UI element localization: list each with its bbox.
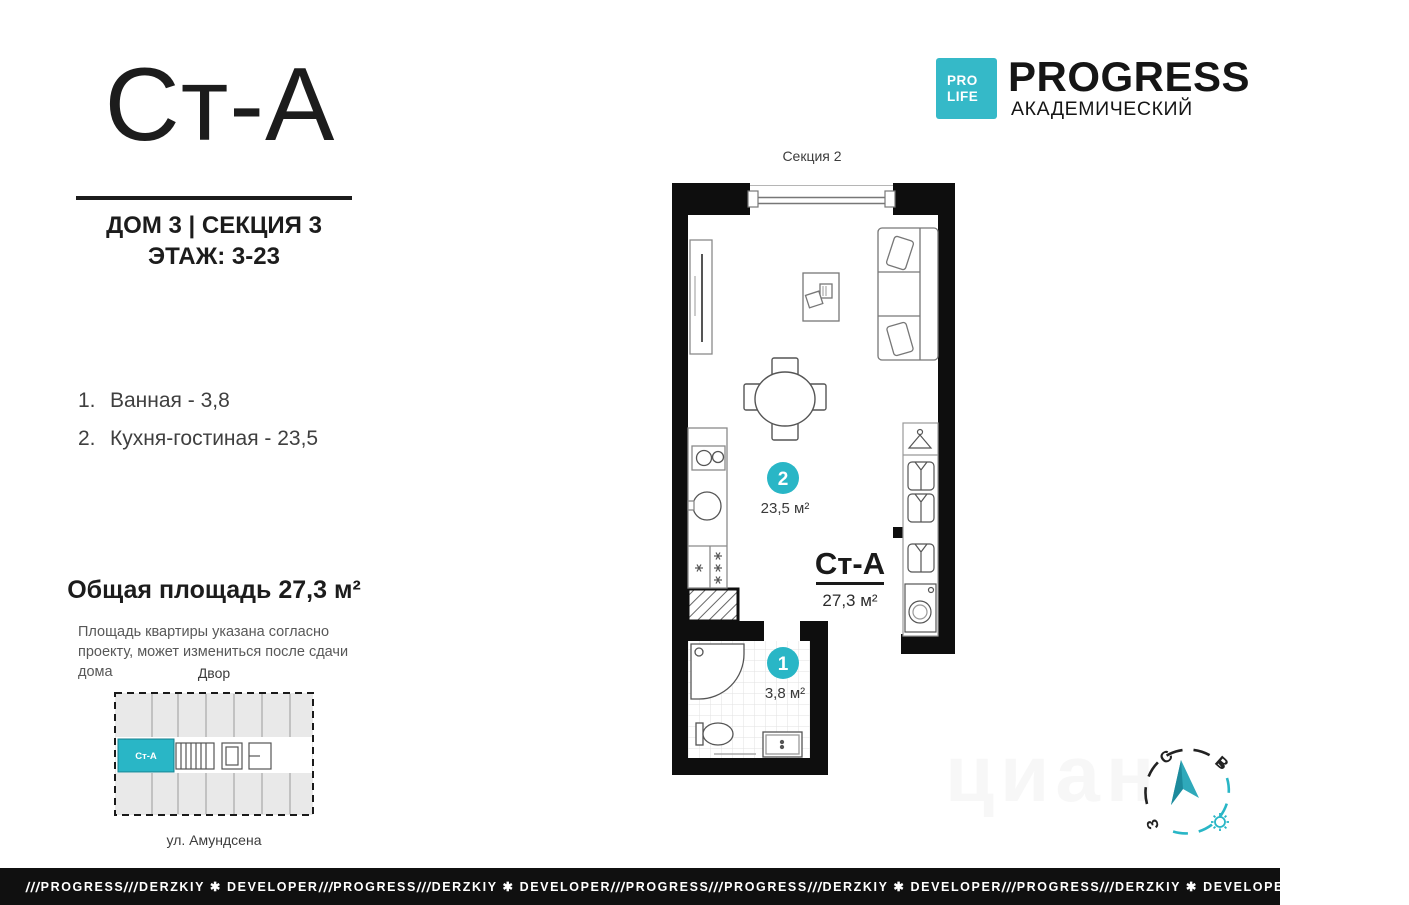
floor-range-line: ЭТАЖ: 3-23 bbox=[148, 243, 280, 270]
tv-cabinet bbox=[690, 240, 712, 354]
footer-bar bbox=[0, 868, 1409, 905]
dining-table bbox=[744, 358, 826, 440]
footer-separator: /// bbox=[1099, 878, 1117, 895]
unit-label: Ст-А bbox=[814, 546, 886, 581]
footer-brand: DERZKIY ✱ DEVELOPER bbox=[431, 880, 612, 894]
room-1-number: 1 bbox=[777, 654, 789, 675]
unit-area: 27,3 м² bbox=[822, 591, 878, 610]
kitchen-counter bbox=[688, 428, 727, 588]
miniplan-drawing bbox=[112, 688, 316, 820]
footer-brand: PROGRESS bbox=[625, 879, 710, 894]
room-label: Ванная - 3,8 bbox=[110, 389, 230, 412]
footer-separator: /// bbox=[24, 878, 42, 895]
shaft-hatch bbox=[688, 589, 738, 621]
compass-north-label: С bbox=[1156, 747, 1177, 768]
footer-brand: PROGRESS bbox=[724, 879, 808, 894]
logo-project-name: АКАДЕМИЧЕСКИЙ bbox=[1011, 98, 1193, 120]
compass-needle-icon bbox=[1171, 760, 1199, 805]
compass-icon bbox=[1133, 736, 1245, 848]
miniplan-street-label: ул. Амундсена bbox=[166, 832, 262, 848]
logo-life-text: LIFE bbox=[947, 88, 979, 104]
miniplan-unit-label: Ст-А bbox=[135, 751, 157, 762]
footer-separator: /// bbox=[317, 878, 335, 895]
room-number: 1. bbox=[78, 389, 96, 412]
logo-brand-name: PROGRESS bbox=[1008, 53, 1251, 100]
room-label: Кухня-гостиная - 23,5 bbox=[110, 427, 319, 450]
logo-pro-text: PRO bbox=[947, 72, 978, 88]
watermark bbox=[945, 728, 1160, 820]
footer-separator: /// bbox=[123, 878, 141, 895]
title-underline bbox=[76, 196, 352, 200]
pro-life-logo bbox=[936, 58, 997, 119]
unit-label-underline bbox=[816, 582, 884, 585]
area-disclaimer: Площадь квартиры указана согласно проекту, может измениться после сдачи дома bbox=[78, 624, 349, 680]
footer-separator: /// bbox=[415, 878, 433, 895]
footer-brand: DERZKIY ✱ DEVELOPER bbox=[1115, 880, 1295, 894]
room-2-area: 23,5 м² bbox=[760, 500, 810, 517]
section-label: Секция 2 bbox=[782, 148, 842, 164]
room-2-number: 2 bbox=[777, 469, 789, 490]
building-section-line: ДОМ 3 | СЕКЦИЯ 3 bbox=[106, 212, 322, 239]
sofa bbox=[878, 228, 938, 360]
room-list-item bbox=[78, 389, 318, 413]
footer-separator: /// bbox=[1000, 878, 1018, 895]
wardrobe bbox=[903, 423, 938, 636]
footer-separator: /// bbox=[806, 878, 824, 895]
footer-separator: /// bbox=[610, 878, 627, 895]
footer-brand: PROGRESS bbox=[1016, 879, 1101, 894]
floorplan-drawing bbox=[666, 176, 958, 778]
footer-brand: PROGRESS bbox=[40, 879, 125, 894]
room-number: 2. bbox=[78, 427, 96, 450]
footer-brand: DERZKIY ✱ DEVELOPER bbox=[822, 880, 1003, 894]
footer-brand: PROGRESS bbox=[333, 879, 417, 894]
compass-west-label: З bbox=[1144, 817, 1164, 832]
room-list bbox=[78, 389, 318, 465]
page-title: Ст-А bbox=[104, 47, 336, 163]
room-1-area: 3,8 м² bbox=[764, 685, 806, 702]
footer-separator: /// bbox=[1293, 878, 1311, 895]
footer-brand: PROGRESS bbox=[1309, 879, 1393, 894]
compass-east-label: В bbox=[1211, 753, 1232, 774]
footer-separator: /// bbox=[1391, 878, 1409, 895]
miniplan-yard-label: Двор bbox=[197, 665, 231, 681]
window bbox=[748, 186, 895, 208]
footer-separator: /// bbox=[708, 878, 726, 895]
room-list-item bbox=[78, 427, 318, 451]
total-area-label: Общая площадь 27,3 м² bbox=[67, 576, 361, 604]
desk bbox=[803, 273, 839, 321]
miniplan-stairs-lifts bbox=[176, 743, 271, 769]
footer-brand: DERZKIY ✱ DEVELOPER bbox=[139, 880, 319, 894]
